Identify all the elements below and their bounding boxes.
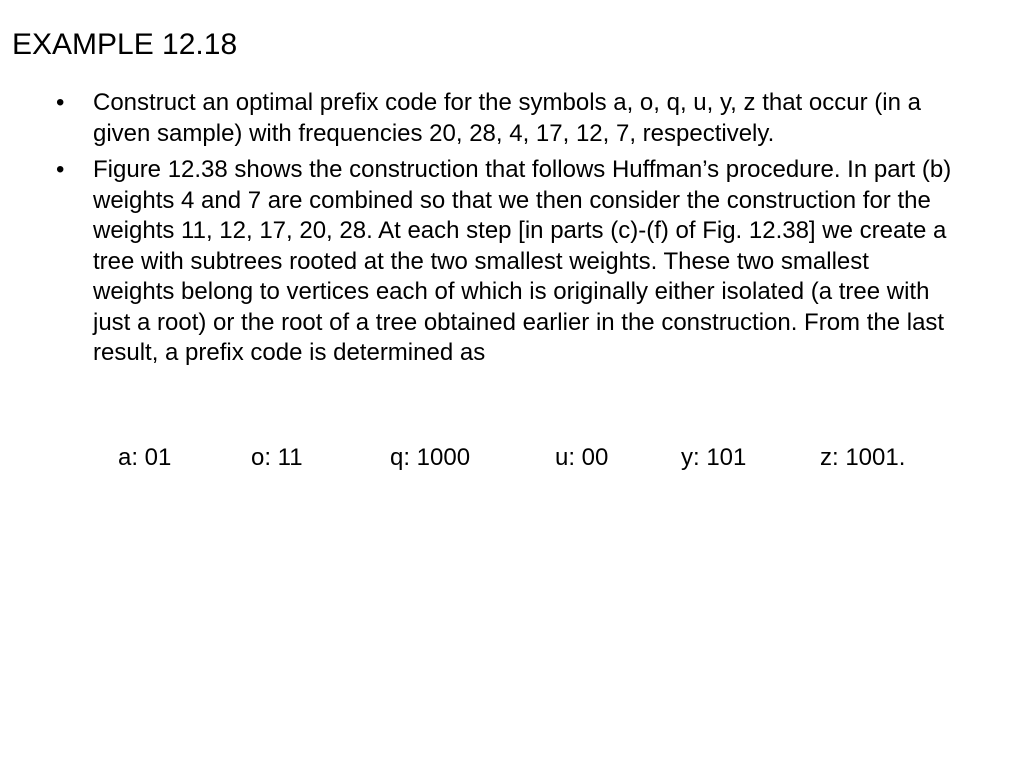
bullet-item: [56, 88, 956, 149]
bullet-text: Construct an optimal prefix code for the symbols a, o, q, u, y, z that occur (in a given sample) with frequencies 20, 28, 4, 17, 12, 7, respectively.: [93, 89, 921, 147]
code-a: a: 01: [118, 444, 172, 471]
code-o: o: 11: [251, 444, 303, 471]
code-z: z: 1001.: [820, 444, 906, 471]
code-u: u: 00: [555, 444, 609, 471]
code-q: q: 1000: [390, 444, 471, 471]
bullet-item: [56, 155, 956, 369]
code-y: y: 101: [681, 444, 747, 471]
bullet-text: Figure 12.38 shows the construction that follows Huffman’s procedure. In part (b) weights 4 and 7 are combined so that we then consider the construction for the weights 11, 12, 17, 20, 28. At each step [in parts (c)-(f) of Fig. 12.38] we create a tree with subtrees rooted at the two smallest weights. These two smallest weights belong to vertices each of which is originally either isolated (a tree with just a root) or the root of a tree obtained earlier in the construction. From the last result, a prefix code is determined as: [93, 156, 952, 366]
slide-title: EXAMPLE 12.18: [12, 28, 238, 61]
bullet-marker: •: [56, 89, 65, 116]
prefix-code-line: [0, 442, 1024, 474]
bullet-list: [56, 88, 956, 375]
bullet-marker: •: [56, 156, 65, 183]
